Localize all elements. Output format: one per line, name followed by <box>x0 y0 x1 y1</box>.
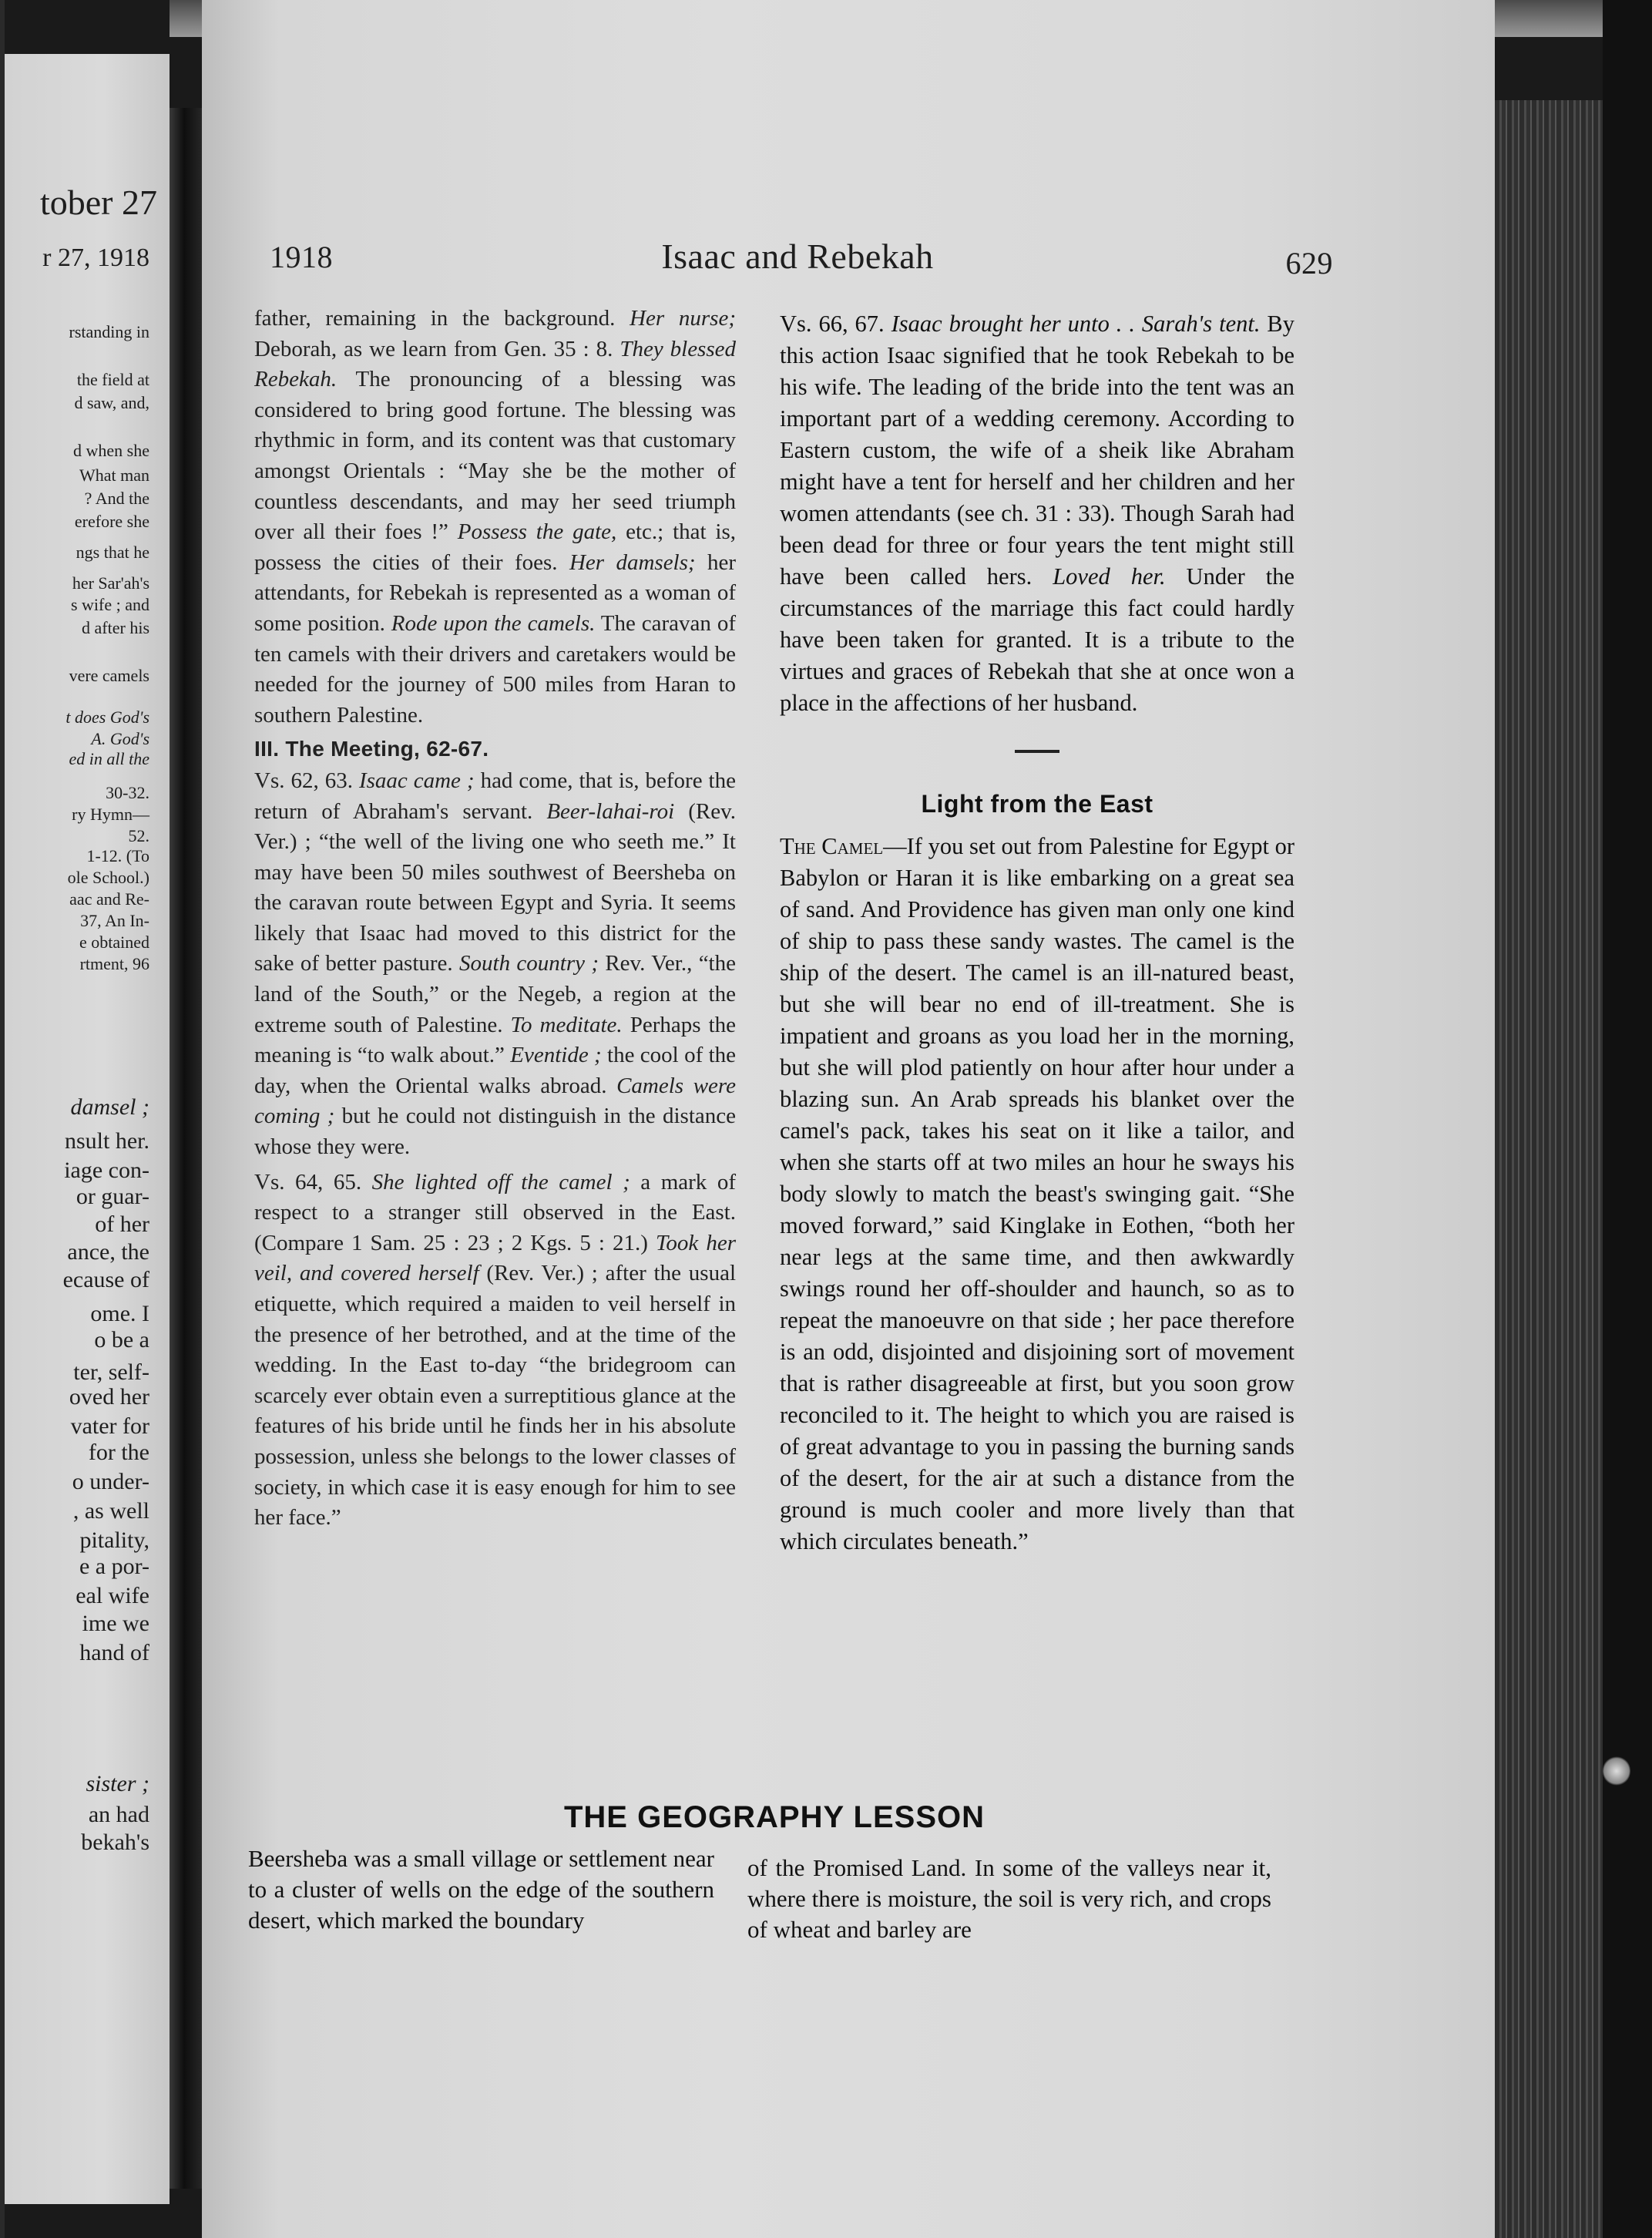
left-page-line: eal wife <box>76 1583 149 1608</box>
left-page-line: for the <box>88 1440 149 1465</box>
section-heading-light-from-the-east: Light from the East <box>921 790 1153 818</box>
section-heading-meeting: III. The Meeting, 62-67. <box>254 737 489 761</box>
geography-right-text: of the Promised Land. In some of the valleys near it, where there is moisture, the soil is very rich, and crops of wheat and barley are <box>747 1854 1271 1943</box>
text-run: By this action Isaac signified that he took Rebekah to be his wife. The leading of the bride into the tent was an important part of a wedding ceremony. According to Eastern custom, the wife of a sheik like Abraham might have a tent for herself and her children and her women attendants (see ch. 31 : 33). Though Sarah had been dead for three or four years the tent might still have been called hers. <box>780 311 1295 590</box>
left-page-line: e obtained <box>79 932 149 952</box>
italic-phrase: Took her veil, and covered herself <box>254 1230 736 1286</box>
book-gutter <box>170 108 202 2189</box>
italic-phrase: They blessed Rebekah. <box>254 336 737 392</box>
text-run: Perhaps the meaning is “to walk about.” <box>254 1012 736 1068</box>
italic-phrase: Isaac brought her unto . . Sarah's tent. <box>891 311 1261 337</box>
text-run: Deborah, as we learn from Gen. 35 : 8. <box>254 336 620 361</box>
italic-phrase: Rode upon the camels. <box>391 610 596 636</box>
left-page-line: ? And the <box>84 489 149 508</box>
italic-phrase: Loved her. <box>1053 563 1166 590</box>
paragraph-the-camel <box>780 831 1294 1558</box>
paragraph-blessing <box>254 304 736 731</box>
paragraph-sarahs-tent <box>780 308 1294 719</box>
left-page-line: an had <box>88 1802 149 1827</box>
left-page-line: pitality, <box>79 1527 149 1553</box>
italic-phrase: Her nurse; <box>630 306 736 331</box>
header-title: Isaac and Rebekah <box>661 237 934 276</box>
text-run: Rev. Ver., “the land of the South,” or the Negeb, a region at the extreme south of Palestine. <box>254 951 736 1037</box>
left-page-line: rtment, 96 <box>79 954 149 973</box>
text-run: Vs. 62, 63. <box>254 768 359 793</box>
left-page-line: e a por- <box>79 1554 149 1579</box>
left-column <box>254 304 736 1534</box>
paragraph-lighted-off <box>254 1168 736 1534</box>
italic-phrase: South country ; <box>459 951 599 976</box>
left-page-line: damsel ; <box>70 1094 149 1120</box>
left-page-line: d when she <box>73 441 149 460</box>
left-page-line: vater for <box>70 1413 149 1439</box>
italic-phrase: Isaac came ; <box>358 768 475 793</box>
italic-phrase: To meditate. <box>510 1012 623 1037</box>
left-page-line: ed in all the <box>69 749 149 768</box>
left-page-line: What man <box>79 465 149 485</box>
section-divider <box>1015 750 1059 753</box>
camel-lead: The Camel <box>780 833 884 859</box>
left-page-line: oved her <box>69 1384 149 1410</box>
left-page-line: rstanding in <box>69 322 149 341</box>
left-page-line: 1-12. (To <box>86 846 149 865</box>
left-page-line: 37, An In- <box>80 911 149 930</box>
text-run: (Rev. Ver.) ; “the well of the living one who seeth me.” It may have been 50 miles southwest of Beersheba on the caravan route between Egypt and Syria. It seems likely that Isaac had moved to this district for the sake of better pasture. <box>254 798 736 976</box>
camel-text: —If you set out from Palestine for Egypt or Babylon or Haran it is like embarking on a great sea of sand. And Providence has given man only one kind of ship to pass these sandy wastes. The camel is the ship of the desert. The camel is an ill-natured beast, but she will bear no end of ill-treatment. She is impatient and groans as you load her in the morning, but she will plod patiently on hour after hour under a blazing sun. An Arab spreads his blanket over the camel's pack, takes his seat on it like a tailor, and when she starts off at two miles an hour he sways his body slowly to match the beast's swinging gait. “She moved forward,” said Kinglake in Eothen, “both her near legs at the same time, and then awkwardly swings round her off-shoulder and haunch, so as to repeat the manoeuvre on that side ; her pace therefore is an odd, disjointed and disjoining sort of movement that is rather disagreeable at first, but you soon grow reconciled to it. The height to which you are raised is of great advantage to you in passing the burning sands of the desert, for the air at such a distance from the ground is much cooler and more lively than that which circulates beneath.” <box>780 833 1294 1554</box>
italic-phrase: Eventide ; <box>510 1043 602 1068</box>
left-page-line: iage con- <box>64 1158 149 1183</box>
text-run: but he could not distinguish in the distance whose they were. <box>254 1104 737 1160</box>
text-run: a mark of respect to a stranger still observed in the East. (Compare 1 Sam. 25 : 23 ; 2 Kgs. 5 : 21.) <box>254 1169 736 1255</box>
text-run: The pronouncing of a blessing was considered to bring good fortune. The blessing was rhythmic in form, and its content was that customary amongst Orientals : “May she be the mother of countless descendants, and may her seed triumph over all their foes !” <box>254 367 736 545</box>
header-year: 1918 <box>270 240 333 274</box>
text-run: The caravan of ten camels with their drivers and caretakers would be needed for the journey of 500 miles from Haran to southern Palestine. <box>254 610 736 728</box>
text-run: her attendants, for Rebekah is represented as a woman of some position. <box>254 549 736 636</box>
left-page-line: t does God's <box>65 707 149 727</box>
text-run: Vs. 66, 67. <box>780 311 891 337</box>
left-page-line: 52. <box>128 826 149 845</box>
geography-left-text: Beersheba was a small village or settlement near to a cluster of wells on the edge of the southern desert, which marked the boundary <box>248 1845 714 1934</box>
left-page-line: or guar- <box>76 1184 149 1209</box>
right-column <box>780 308 1294 1558</box>
left-page-line: hand of <box>79 1640 149 1665</box>
left-page-line: d after his <box>82 618 149 637</box>
left-page-line: ecause of <box>62 1267 149 1292</box>
scan-blot <box>1603 1756 1630 1786</box>
left-page-line: ole School.) <box>67 868 149 887</box>
left-page-line: vere camels <box>69 666 149 685</box>
left-page-line: erefore she <box>74 512 149 531</box>
left-page-line: ter, self- <box>73 1359 149 1385</box>
italic-phrase: She lighted off the camel ; <box>371 1169 630 1195</box>
page-number: 629 <box>1285 246 1333 281</box>
left-page-line: s wife ; and <box>70 595 149 614</box>
left-page-line: of her <box>95 1211 149 1237</box>
left-page-line: her Sar'ah's <box>72 573 149 593</box>
text-run: Vs. 64, 65. <box>254 1169 372 1195</box>
paragraph-isaac-came <box>254 766 736 1163</box>
left-page-line: o under- <box>72 1469 149 1494</box>
italic-phrase: Her damsels; <box>569 549 696 575</box>
left-page-line: nsult her. <box>65 1128 149 1154</box>
left-page-line: A. God's <box>91 729 149 748</box>
facing-page-left <box>5 54 170 2204</box>
left-page-line: aac and Re- <box>69 889 149 909</box>
left-page-line: ry Hymn— <box>72 805 149 824</box>
left-page-line: ime we <box>82 1611 149 1636</box>
left-page-line: sister ; <box>86 1771 149 1796</box>
left-page-line: ome. I <box>90 1301 149 1326</box>
text-run: etc.; that is, possess the cities of their foes. <box>254 519 736 575</box>
text-run: Under the circumstances of the marriage this fact could hardly have been taken for granted. It is a tribute to the virtues and graces of Rebekah that she at once won a place in the affections of her husband. <box>780 563 1294 716</box>
left-page-line: o be a <box>94 1327 149 1353</box>
left-page-line: ance, the <box>67 1239 149 1265</box>
running-header <box>270 236 1333 282</box>
right-edge-shadow <box>1603 0 1652 2238</box>
italic-phrase: Possess the gate, <box>457 519 617 545</box>
left-page-line: the field at <box>76 370 149 389</box>
text-run: (Rev. Ver.) ; after the usual etiquette, which required a maiden to veil herself in the presence of her betrothed, and at the time of the wedding. In the East to-day “the bridegroom can scarcely ever obtain even a surreptitious glance at the features of his bride until he finds her in his absolute possession, unless she belongs to the lower classes of society, in which case it is easy enough for him to see her face.” <box>254 1261 736 1531</box>
left-page-line: d saw, and, <box>74 393 149 412</box>
left-page-line: 30-32. <box>106 783 149 802</box>
left-page-line: ngs that he <box>76 543 149 562</box>
text-run: had come, that is, before the return of Abraham's servant. <box>254 768 736 824</box>
italic-phrase: Beer-lahai-roi <box>546 798 675 824</box>
left-page-line: bekah's <box>81 1830 149 1855</box>
geography-lesson-heading: THE GEOGRAPHY LESSON <box>563 1800 985 1834</box>
left-page-line: , as well <box>72 1498 149 1524</box>
italic-phrase: Camels were coming ; <box>254 1073 737 1129</box>
text-run: father, remaining in the background. <box>254 306 630 331</box>
left-page-line: tober 27 <box>39 183 157 222</box>
page-block-edge <box>1495 100 1603 2238</box>
left-page-line: r 27, 1918 <box>42 244 149 272</box>
text-run: the cool of the day, when the Oriental walks abroad. <box>254 1043 736 1098</box>
